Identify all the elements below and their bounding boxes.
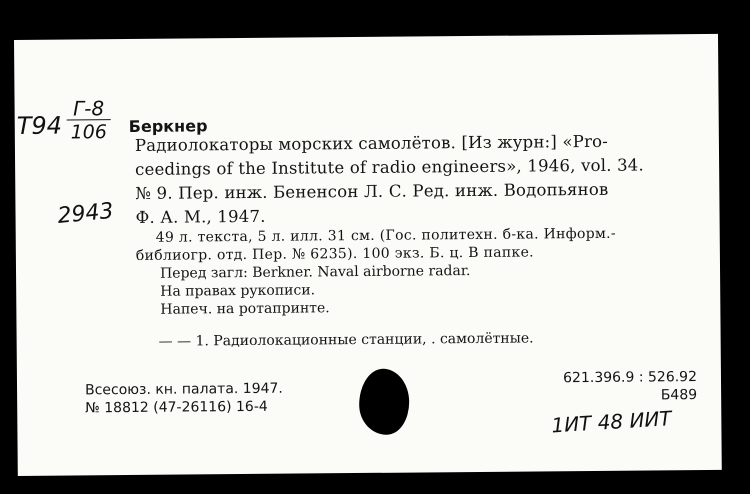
book-chamber-line-1: Всесоюз. кн. палата. 1947.: [84, 380, 283, 399]
title-line-3: № 9. Пер. инж. Бененсон Л. С. Ред. инж. Водопьянов: [135, 179, 609, 203]
inventory-number: 2943: [56, 198, 115, 230]
book-chamber-line-2: № 18812 (47-26116) 16-4: [85, 398, 268, 417]
author-name: Беркнер: [128, 116, 208, 137]
handwritten-stamp: 1ИТ 48 ИИТ: [550, 406, 673, 438]
shelf-mark: T94: [16, 111, 63, 140]
title-line-4: Ф. А. М., 1947.: [135, 206, 266, 227]
call-number-top: Г-8: [67, 97, 111, 120]
note-rotaprint: Напеч. на ротапринте.: [160, 300, 330, 318]
author-code: Б489: [660, 387, 698, 404]
call-number-bottom: 106: [70, 121, 108, 144]
title-line-2: ceedings of the Institute of radio engineers», 1946, vol. 34.: [135, 155, 644, 179]
note-original-title: Перед загл: Berkner. Naval airborne radar.: [159, 263, 471, 282]
note-manuscript: На правах рукописи.: [160, 282, 316, 300]
subject-heading: — — 1. Радиолокационные станции, . самолётные.: [158, 330, 534, 350]
udc-classification: 621.396.9 : 526.92: [563, 369, 698, 387]
catalog-card: [14, 34, 722, 476]
call-number-fraction: [67, 97, 111, 144]
title-line-1: Радиолокаторы морских самолётов. [Из журн:] «Pro-: [134, 131, 609, 155]
collation-line-1: 49 л. текста, 5 л. илл. 31 см. (Гос. политехн. б-ка. Информ.-: [155, 225, 616, 246]
ink-blot: [359, 369, 410, 435]
collation-line-2: библиогр. отд. Пер. № 6235). 100 экз. Б. ц. В папке.: [135, 244, 534, 264]
